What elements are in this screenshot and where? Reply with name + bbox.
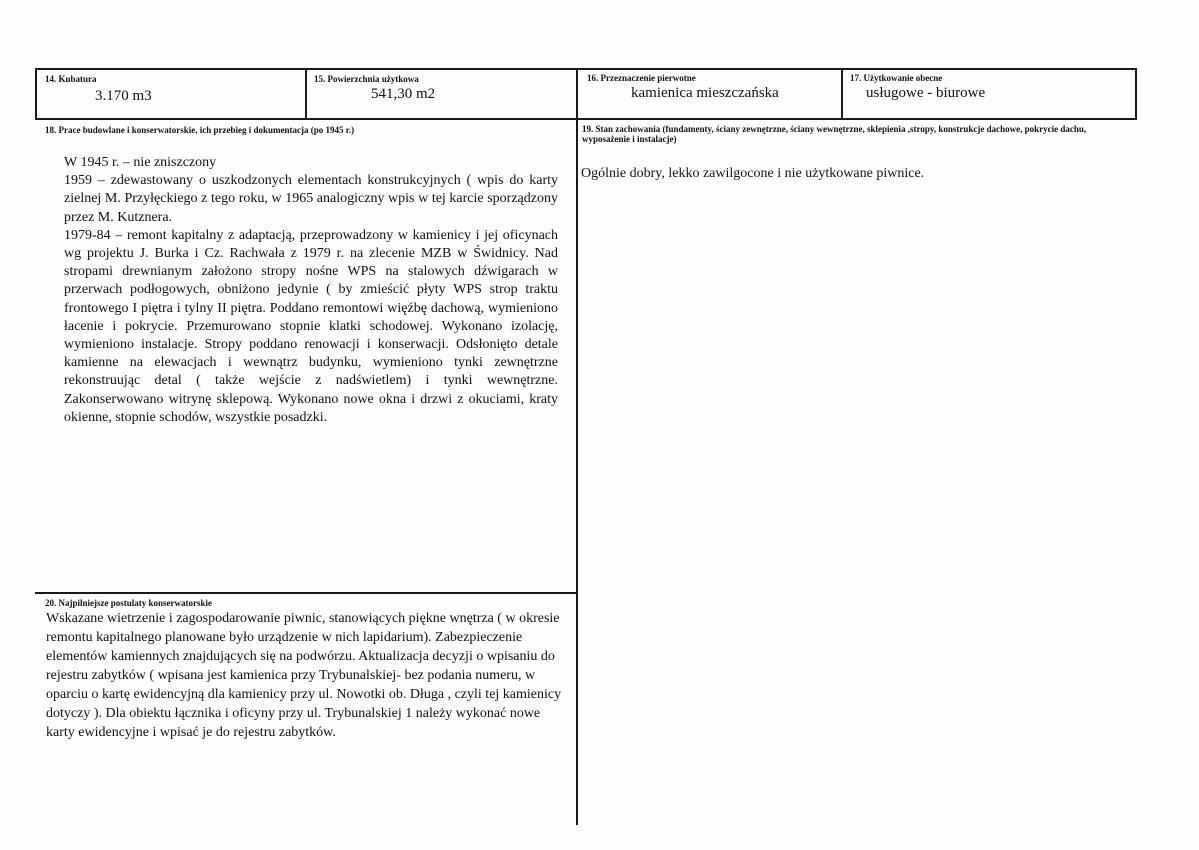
col-divider-14-15 (305, 68, 307, 120)
section-20-top-line (35, 592, 577, 594)
powierzchnia-value: 541,30 m2 (371, 86, 436, 102)
postulaty-label: 20. Najpilniejsze postulaty konserwatorskie (45, 598, 212, 608)
row-divider-line (35, 118, 1137, 120)
prace-label: 18. Prace budowlane i konserwatorskie, ich przebieg i dokumentacja (po 1945 r.) (45, 125, 355, 135)
top-border-line (35, 68, 1137, 70)
col-divider-main (576, 68, 578, 825)
przeznaczenie-label: 16. Przeznaczenie pierwotne (587, 73, 696, 83)
postulaty-text: Wskazane wietrzenie i zagospodarowanie piwnic, stanowiących piękne wnętrza ( w okresie remontu kapitalnego planowane było urządzenie w nich lapidarium). Zabezpieczenie elementów kamiennych znajdujących się na podwórzu. Aktualizacja decyzji o wpisaniu do rejestru zabytków ( wpisana jest kamienica przy Trybunalskiej- bez podania numeru, w oparciu o kartę ewidencyjną dla kamienicy przy ul. Nowotki ob. Długa , czyli tej kamienicy dotyczy ). Dla obiektu łącznika i oficyny przy ul. Trybunalskiej 1 należy wykonać nowe karty ewidencyjne i wpisać je do rejestru zabytków. (46, 611, 562, 740)
uzytkowanie-value: usługowe - biurowe (866, 85, 986, 101)
col-divider-16-17 (841, 68, 843, 120)
przeznaczenie-value: kamienica mieszczańska (631, 85, 779, 101)
kubatura-label: 14. Kubatura (45, 74, 97, 84)
powierzchnia-label: 15. Powierzchnia użytkowa (314, 74, 419, 84)
prace-paragraph: W 1945 r. – nie zniszczony (64, 155, 217, 170)
prace-paragraph: 1979-84 – remont kapitalny z adaptacją, przeprowadzony w kamienicy i jej oficynach wg projektu J. Burka i Cz. Rachwała z 1979 r. na zlecenie MZB w Świdnicy. Nad stropami drewnianym założono stropy nośne WPS na stalowych dźwigarach w przerwach podłogowych, obniżono jedynie ( by zmieścić płyty WPS strop traktu frontowego I piętra i tylny II piętra. Poddano remontowi więźbę dachową, wymieniono łacenie i pokrycie. Przemurowano stopnie klatki schodowej. Wykonano izolację, wymieniono instalacje. Stropy poddano renowacji i konserwacji. Odsłonięto detale kamienne na elewacjach i wewnątrz budynku, wymieniono tynki zewnętrzne rekonstruując detal ( także wejście z nadświetlem) i tynki wewnętrzne. Zakonserwowano witrynę sklepową. Wykonano nowe okna i drzwi z okuciami, kraty okienne, stopnie schodów, wszystkie posadzki. (64, 227, 558, 425)
stan-label: 19. Stan zachowania (fundamenty, ściany zewnętrzne, ściany wewnętrzne, sklepienia ,stropy, konstrukcje dachowe, pokrycie dachu, wyposażenie i instalacje) (582, 124, 1087, 144)
left-border-line (35, 68, 37, 120)
prace-paragraph: 1959 – zdewastowany o uszkodzonych elementach konstrukcyjnych ( wpis do karty zielnej M. Przyłęckiego z tego roku, w 1965 analogiczny wpis w tej karcie sporządzony przez M. Kutznera. (64, 173, 558, 225)
prace-text (64, 154, 558, 427)
stan-text: Ogólnie dobry, lekko zawilgocone i nie użytkowane piwnice. (581, 166, 925, 181)
right-border-line (1135, 68, 1137, 120)
kubatura-value: 3.170 m3 (95, 88, 152, 104)
uzytkowanie-label: 17. Użytkowanie obecne (850, 73, 943, 83)
